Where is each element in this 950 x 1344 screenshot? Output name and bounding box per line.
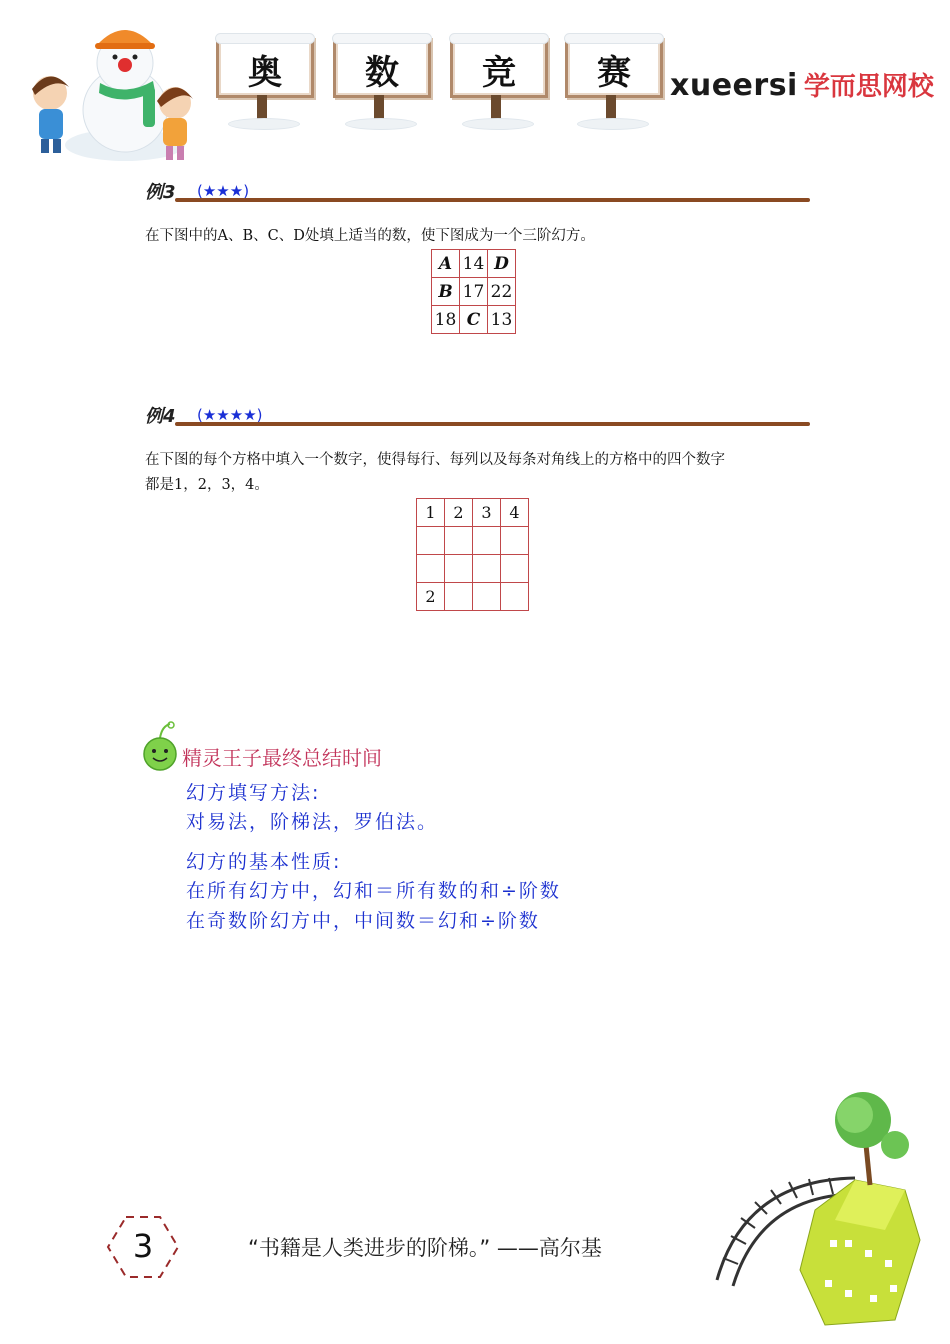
snow-drift	[228, 118, 300, 130]
example4-difficulty-stars: (★★★★)	[197, 406, 263, 424]
grid-cell	[473, 527, 501, 555]
grid-cell: 17	[460, 278, 488, 306]
magic-square-3x3	[431, 249, 516, 334]
snow-drift	[462, 118, 534, 130]
grid-cell: 13	[488, 306, 516, 334]
sign-text: 竞	[482, 53, 516, 93]
summary-line: 幻方填写方法:	[186, 782, 321, 804]
grid-cell: C	[460, 306, 488, 334]
ladder-tree-illustration	[705, 1090, 940, 1335]
grid-cell	[501, 583, 529, 611]
example4-label: 例4	[145, 406, 176, 427]
brand-logo	[670, 66, 934, 103]
page-number: 3	[132, 1227, 154, 1265]
grid-cell	[501, 527, 529, 555]
grid-cell: 18	[432, 306, 460, 334]
sprite-prince-icon	[140, 720, 180, 772]
footer-quote: “书籍是人类进步的阶梯。” ——高尔基	[248, 1236, 602, 1260]
grid-cell	[445, 527, 473, 555]
summary-title: 精灵王子最终总结时间	[182, 746, 382, 770]
page-number-badge	[106, 1215, 180, 1279]
grid-cell: D	[488, 250, 516, 278]
heading-underline	[175, 422, 810, 426]
example4-question-line1: 在下图的每个方格中填入一个数字，使得每行、每列以及每条对角线上的方格中的四个数字	[145, 452, 725, 468]
summary-line: 在奇数阶幻方中，中间数＝幻和÷阶数	[186, 910, 540, 932]
header-sign-4	[565, 36, 663, 98]
grid-cell: 1	[417, 499, 445, 527]
summary-line: 对易法，阶梯法，罗伯法。	[186, 811, 439, 833]
heading-underline	[175, 198, 810, 202]
snow-drift	[345, 118, 417, 130]
grid-cell: 2	[417, 583, 445, 611]
grid-cell: 3	[473, 499, 501, 527]
grid-cell	[473, 555, 501, 583]
example4-question	[145, 448, 725, 498]
grid-cell: 4	[501, 499, 529, 527]
grid-cell: 22	[488, 278, 516, 306]
sign-text: 赛	[597, 53, 631, 93]
grid-cell: 2	[445, 499, 473, 527]
sign-text: 数	[365, 53, 399, 93]
summary-line: 幻方的基本性质:	[186, 851, 342, 873]
summary-line: 在所有幻方中，幻和＝所有数的和÷阶数	[186, 880, 561, 902]
example4-heading	[145, 402, 810, 432]
example3-label: 例3	[145, 182, 176, 203]
example3-heading	[145, 178, 810, 208]
grid-cell	[445, 555, 473, 583]
grid-cell: B	[432, 278, 460, 306]
example3-difficulty-stars: (★★★)	[197, 182, 250, 200]
grid-cell	[473, 583, 501, 611]
grid-cell	[417, 555, 445, 583]
header-sign-1	[216, 36, 314, 98]
sign-text: 奥	[248, 53, 282, 93]
latin-square-4x4	[416, 498, 529, 611]
kids-snowman-illustration	[15, 15, 215, 167]
grid-cell: A	[432, 250, 460, 278]
header-sign-3	[450, 36, 548, 98]
grid-cell	[445, 583, 473, 611]
brand-name-en: xueersi	[670, 68, 798, 103]
grid-cell: 14	[460, 250, 488, 278]
example4-question-line2: 都是1，2，3，4。	[145, 477, 269, 493]
snow-drift	[577, 118, 649, 130]
grid-cell	[417, 527, 445, 555]
grid-cell	[501, 555, 529, 583]
header-sign-2	[333, 36, 431, 98]
brand-name-cn: 学而思网校	[803, 72, 934, 102]
example3-question: 在下图中的A、B、C、D处填上适当的数，使下图成为一个三阶幻方。	[145, 228, 595, 244]
